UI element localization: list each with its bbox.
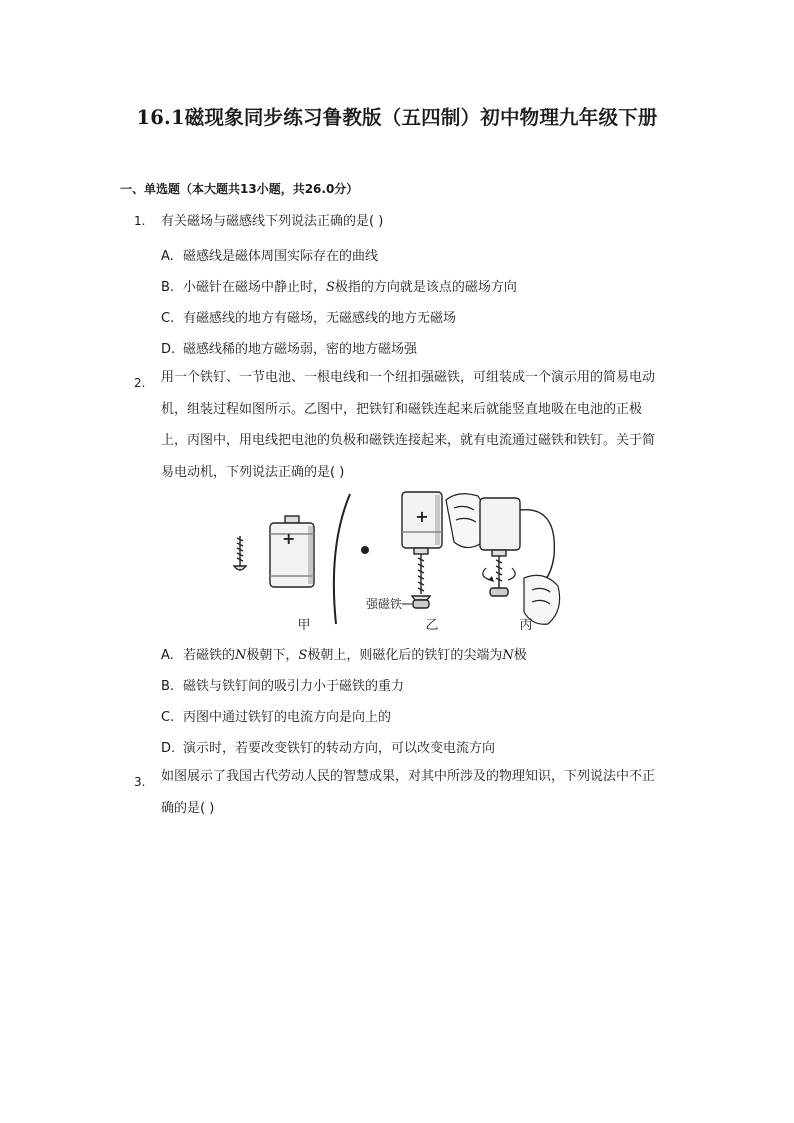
question-number: 3.	[134, 775, 146, 789]
nail-icon	[412, 554, 430, 608]
option-text: 极朝上，则磁化后的铁钉的尖端为	[307, 648, 503, 663]
option-text: 磁铁与铁钉间的吸引力小于磁铁的重力	[183, 679, 405, 694]
magnet-dot-icon	[361, 546, 369, 554]
option-d	[161, 338, 417, 357]
option-text: 磁感线稀的地方磁场弱，密的地方磁场强	[183, 342, 418, 357]
figure-label-a: 甲	[297, 618, 311, 633]
plus-sign: +	[282, 529, 296, 548]
question-stem: 用一个铁钉、一节电池、一根电线和一个纽扣强磁铁，可组装成一个演示用的简易电动机，组装过程如图所示。乙图中，把铁钉和磁铁连起来后就能竖直地吸在电池的正极上，丙图中，用电线把电池的负极和磁铁连接起来，就有电流通过磁铁和铁钉。关于简易电动机，下列说法正确的是( )	[161, 370, 656, 480]
option-text: 演示时，若要改变铁钉的转动方向，可以改变电流方向	[183, 741, 496, 756]
nail-icon	[234, 536, 246, 570]
option-c	[161, 706, 391, 725]
magnet-label: 强磁铁	[366, 597, 403, 611]
page-title: 16.1磁现象同步练习鲁教版（五四制）初中物理九年级下册	[136, 106, 658, 129]
motor-figure	[228, 486, 568, 640]
option-text: 有磁感线的地方有磁场，无磁感线的地方无磁场	[183, 311, 457, 326]
option-text: 磁感线是磁体周围实际存在的曲线	[183, 249, 379, 264]
figure-label-b: 乙	[425, 618, 439, 633]
battery-icon	[480, 498, 520, 556]
option-text: 极指的方向就是该点的磁场方向	[334, 280, 517, 295]
option-label: C.	[161, 311, 175, 326]
option-label: A.	[161, 249, 174, 264]
question-number: 2.	[134, 376, 146, 390]
variable-n: N	[235, 648, 247, 663]
wire-icon	[334, 494, 350, 624]
figure-label-c: 丙	[519, 618, 533, 633]
variable-s: S	[298, 648, 308, 663]
option-c	[161, 307, 456, 326]
question-stem: 如图展示了我国古代劳动人民的智慧成果，对其中所涉及的物理知识，下列说法中不正确的是( )	[161, 769, 656, 816]
motor-diagram	[228, 486, 568, 636]
option-label: B.	[161, 679, 175, 694]
option-label: D.	[161, 741, 176, 756]
option-text: 若磁铁的	[183, 648, 236, 663]
option-b	[161, 675, 404, 694]
variable-s: S	[326, 280, 335, 295]
option-label: A.	[161, 648, 174, 663]
section-heading: 一、单选题（本大题共13小题，共26.0分）	[120, 182, 359, 196]
nail-icon	[490, 556, 508, 596]
question-stem: 有关磁场与磁感线下列说法正确的是( )	[161, 214, 384, 229]
plus-sign: +	[415, 507, 429, 526]
option-text: 极朝下，	[246, 648, 299, 663]
option-b	[161, 276, 517, 295]
hand-icon	[524, 575, 560, 624]
option-text: 极	[513, 648, 527, 663]
question-number: 1.	[134, 214, 146, 228]
option-d	[161, 737, 495, 756]
option-text: 小磁针在磁场中静止时，	[183, 280, 327, 295]
battery-icon	[270, 516, 314, 587]
option-a	[161, 245, 378, 264]
option-label: D.	[161, 342, 176, 357]
option-label: C.	[161, 710, 175, 725]
option-label: B.	[161, 280, 175, 295]
variable-n: N	[502, 648, 514, 663]
option-text: 丙图中通过铁钉的电流方向是向上的	[183, 710, 392, 725]
option-a	[161, 644, 527, 663]
